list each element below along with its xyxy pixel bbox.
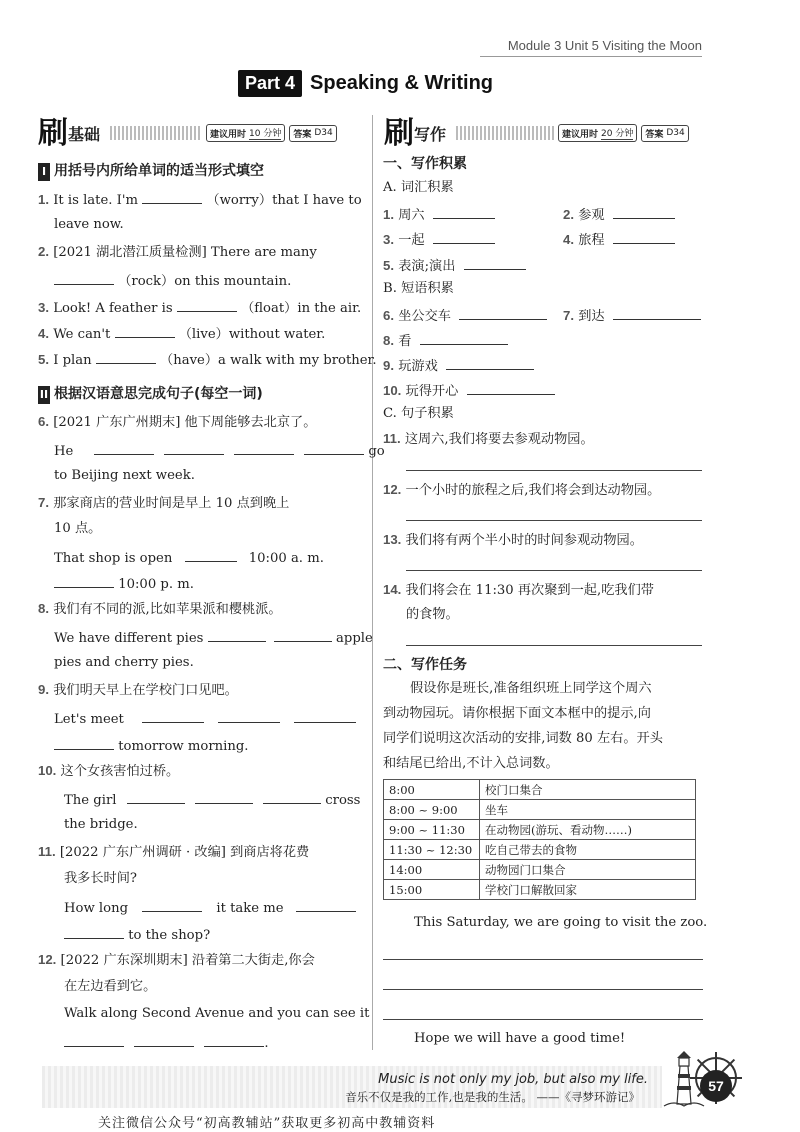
schedule-row bbox=[384, 860, 696, 880]
answer-blank[interactable] bbox=[94, 440, 154, 455]
time-tag: 建议用时 20 分钟 bbox=[558, 124, 637, 142]
answer-blank[interactable] bbox=[263, 789, 321, 804]
answer-blank[interactable] bbox=[134, 1032, 194, 1047]
question-7-cn-cont: 10 点。 bbox=[54, 521, 102, 536]
answer-blank[interactable] bbox=[96, 349, 156, 364]
writing-line[interactable] bbox=[383, 959, 703, 960]
schedule-time: 9:00 ~ 11:30 bbox=[384, 820, 480, 840]
task-text-4: 和结尾已给出,不计入总词数。 bbox=[383, 756, 559, 771]
schedule-activity: 学校门口解散回家 bbox=[480, 880, 696, 900]
schedule-row bbox=[384, 840, 696, 860]
task-text-3: 同学们说明这次活动的安排,词数 80 左右。开头 bbox=[383, 731, 663, 746]
question-12: 12. [2022 广东深圳期末] 沿着第二大街走,你会 bbox=[38, 952, 315, 968]
answer-blank[interactable] bbox=[613, 204, 675, 219]
answer-blank[interactable] bbox=[446, 355, 534, 370]
question-10-answer: The girl cross bbox=[64, 789, 360, 810]
answer-blank[interactable] bbox=[433, 204, 495, 219]
question-8: 8. 我们有不同的派,比如苹果派和樱桃派。 bbox=[38, 601, 282, 617]
schedule-row bbox=[384, 880, 696, 900]
answer-blank[interactable] bbox=[234, 440, 294, 455]
answer-blank[interactable] bbox=[467, 380, 555, 395]
answer-blank[interactable] bbox=[54, 573, 114, 588]
schedule-activity: 坐车 bbox=[480, 800, 696, 820]
decor-stripes bbox=[456, 126, 554, 140]
answer-blank[interactable] bbox=[185, 547, 237, 562]
sentence-13: 13. 我们将有两个半小时的时间参观动物园。 bbox=[383, 532, 643, 548]
time-tag: 建议用时 10 分钟 bbox=[206, 124, 285, 142]
question-6-cont: to Beijing next week. bbox=[54, 468, 195, 483]
question-9: 9. 我们明天早上在学校门口见吧。 bbox=[38, 682, 238, 698]
answer-blank[interactable] bbox=[218, 708, 280, 723]
schedule-activity: 吃自己带去的食物 bbox=[480, 840, 696, 860]
question-4: 4. We can't （live）without water. bbox=[38, 323, 325, 344]
schedule-row bbox=[384, 820, 696, 840]
footer-quote-en: Music is not only my job, but also my life. bbox=[378, 1072, 648, 1087]
answer-blank[interactable] bbox=[613, 229, 675, 244]
question-8-answer: We have different pies apple bbox=[54, 627, 373, 648]
vocab-3: 3. 一起 bbox=[383, 229, 495, 250]
page-number: 57 bbox=[700, 1070, 732, 1102]
question-12-blanks: . bbox=[64, 1032, 269, 1053]
answer-line[interactable] bbox=[406, 470, 702, 471]
answer-tag: 答案 D34 bbox=[289, 125, 336, 142]
schedule-activity: 在动物园(游玩、看动物……) bbox=[480, 820, 696, 840]
answer-blank[interactable] bbox=[294, 708, 356, 723]
answer-blank[interactable] bbox=[296, 897, 356, 912]
vocab-2: 2. 参观 bbox=[563, 204, 675, 225]
question-10-cont: the bridge. bbox=[64, 817, 138, 832]
answer-line[interactable] bbox=[406, 645, 702, 646]
answer-blank[interactable] bbox=[127, 789, 185, 804]
sentence-11: 11. 这周六,我们将要去参观动物园。 bbox=[383, 431, 594, 447]
question-12-answer: Walk along Second Avenue and you can see it bbox=[64, 1006, 370, 1021]
question-9-answer: Let's meet bbox=[54, 708, 356, 729]
question-10: 10. 这个女孩害怕过桥。 bbox=[38, 763, 180, 779]
question-1: 1. It is late. I'm （worry）that I have to bbox=[38, 189, 362, 210]
vocab-title: A. 词汇积累 bbox=[383, 180, 454, 195]
question-2-cont: （rock）on this mountain. bbox=[54, 270, 291, 291]
writing-closing: Hope we will have a good time! bbox=[414, 1031, 626, 1046]
question-11: 11. [2022 广东广州调研 · 改编] 到商店将花费 bbox=[38, 844, 310, 860]
answer-blank[interactable] bbox=[177, 297, 237, 312]
writing-accumulation-heading: 一、写作积累 bbox=[383, 156, 467, 172]
sentence-title: C. 句子积累 bbox=[383, 406, 454, 421]
header-rule bbox=[480, 56, 702, 57]
schedule-time: 11:30 ~ 12:30 bbox=[384, 840, 480, 860]
writing-line[interactable] bbox=[383, 989, 703, 990]
task-text-1: 假设你是班长,准备组织班上同学这个周六 bbox=[410, 681, 652, 696]
phrase-10: 10. 玩得开心 bbox=[383, 380, 555, 401]
question-7-cont: 10:00 p. m. bbox=[54, 573, 194, 594]
answer-blank[interactable] bbox=[142, 189, 202, 204]
vocab-5: 5. 表演;演出 bbox=[383, 255, 526, 276]
footer-quote-cn: 音乐不仅是我的工作,也是我的生活。 ——《寻梦环游记》 bbox=[345, 1090, 640, 1104]
answer-line[interactable] bbox=[406, 570, 702, 571]
answer-blank[interactable] bbox=[459, 305, 547, 320]
question-7-answer: That shop is open 10:00 a. m. bbox=[54, 547, 324, 568]
question-3: 3. Look! A feather is （float）in the air. bbox=[38, 297, 361, 318]
section-name: 基础 bbox=[68, 124, 101, 144]
sentence-14-cont: 的食物。 bbox=[406, 607, 459, 622]
question-5: 5. I plan （have）a walk with my brother. bbox=[38, 349, 377, 370]
schedule-row bbox=[384, 780, 696, 800]
part-label: Part 4 bbox=[238, 70, 302, 97]
answer-line[interactable] bbox=[406, 520, 702, 521]
schedule-time: 14:00 bbox=[384, 860, 480, 880]
page-title bbox=[238, 70, 493, 97]
writing-opening: This Saturday, we are going to visit the zoo. bbox=[414, 915, 708, 930]
phrase-9: 9. 玩游戏 bbox=[383, 355, 534, 376]
answer-blank[interactable] bbox=[54, 270, 114, 285]
section-name: 写作 bbox=[414, 124, 447, 144]
writing-line[interactable] bbox=[383, 1019, 703, 1020]
answer-blank[interactable] bbox=[420, 330, 508, 345]
column-divider bbox=[372, 115, 373, 1050]
schedule-activity: 校门口集合 bbox=[480, 780, 696, 800]
phrase-6: 6. 坐公交车 bbox=[383, 305, 547, 326]
schedule-table bbox=[383, 779, 696, 900]
answer-blank[interactable] bbox=[115, 323, 175, 338]
sentence-12: 12. 一个小时的旅程之后,我们将会到达动物园。 bbox=[383, 482, 661, 498]
task-text-2: 到动物园玩。请你根据下面文本框中的提示,向 bbox=[383, 706, 651, 721]
right-section-heading bbox=[384, 108, 689, 152]
title-text: Speaking & Writing bbox=[310, 72, 494, 94]
schedule-activity: 动物园门口集合 bbox=[480, 860, 696, 880]
question-8-cont: pies and cherry pies. bbox=[54, 655, 194, 670]
running-header: Module 3 Unit 5 Visiting the Moon bbox=[507, 38, 702, 53]
answer-blank[interactable] bbox=[613, 305, 701, 320]
question-11-answer: How long it take me bbox=[64, 897, 356, 918]
answer-blank[interactable] bbox=[208, 627, 266, 642]
phrase-title: B. 短语积累 bbox=[383, 281, 454, 296]
schedule-time: 15:00 bbox=[384, 880, 480, 900]
section-mark: 刷 bbox=[384, 116, 412, 151]
question-11-cn-cont: 我多长时间? bbox=[64, 871, 138, 886]
question-7: 7. 那家商店的营业时间是早上 10 点到晚上 bbox=[38, 495, 290, 511]
schedule-row bbox=[384, 800, 696, 820]
question-1-cont: leave now. bbox=[54, 217, 124, 232]
section-mark: 刷 bbox=[38, 116, 66, 151]
answer-blank[interactable] bbox=[274, 627, 332, 642]
answer-blank[interactable] bbox=[164, 440, 224, 455]
question-2: 2. [2021 湖北潜江质量检测] There are many bbox=[38, 244, 317, 260]
vocab-4: 4. 旅程 bbox=[563, 229, 675, 250]
part1-heading: I 用括号内所给单词的适当形式填空 bbox=[38, 162, 264, 181]
sentence-14: 14. 我们将会在 11:30 再次聚到一起,吃我们带 bbox=[383, 582, 654, 598]
phrase-8: 8. 看 bbox=[383, 330, 508, 351]
question-9-cont: tomorrow morning. bbox=[54, 735, 249, 756]
answer-blank[interactable] bbox=[54, 735, 114, 750]
answer-blank[interactable] bbox=[64, 1032, 124, 1047]
question-12-cn-cont: 在左边看到它。 bbox=[64, 979, 157, 994]
question-6: 6. [2021 广东广州期末] 他下周能够去北京了。 bbox=[38, 414, 317, 430]
answer-blank[interactable] bbox=[204, 1032, 264, 1047]
question-11-cont: to the shop? bbox=[64, 924, 210, 945]
answer-blank[interactable] bbox=[195, 789, 253, 804]
writing-task-heading: 二、写作任务 bbox=[383, 657, 467, 673]
answer-blank[interactable] bbox=[464, 255, 526, 270]
left-section-heading bbox=[38, 108, 337, 152]
answer-blank[interactable] bbox=[64, 924, 124, 939]
answer-blank[interactable] bbox=[433, 229, 495, 244]
question-6-answer: He go bbox=[54, 440, 385, 461]
vocab-1: 1. 周六 bbox=[383, 204, 495, 225]
phrase-7: 7. 到达 bbox=[563, 305, 701, 326]
decor-stripes bbox=[110, 126, 202, 140]
bottom-note: 关注微信公众号“初高教辅站”获取更多初高中教辅资料 bbox=[98, 1116, 436, 1131]
answer-blank[interactable] bbox=[142, 708, 204, 723]
schedule-time: 8:00 bbox=[384, 780, 480, 800]
answer-blank[interactable] bbox=[304, 440, 364, 455]
answer-tag: 答案 D34 bbox=[641, 125, 688, 142]
part2-heading: II 根据汉语意思完成句子(每空一词) bbox=[39, 386, 263, 402]
schedule-time: 8:00 ~ 9:00 bbox=[384, 800, 480, 820]
answer-blank[interactable] bbox=[142, 897, 202, 912]
